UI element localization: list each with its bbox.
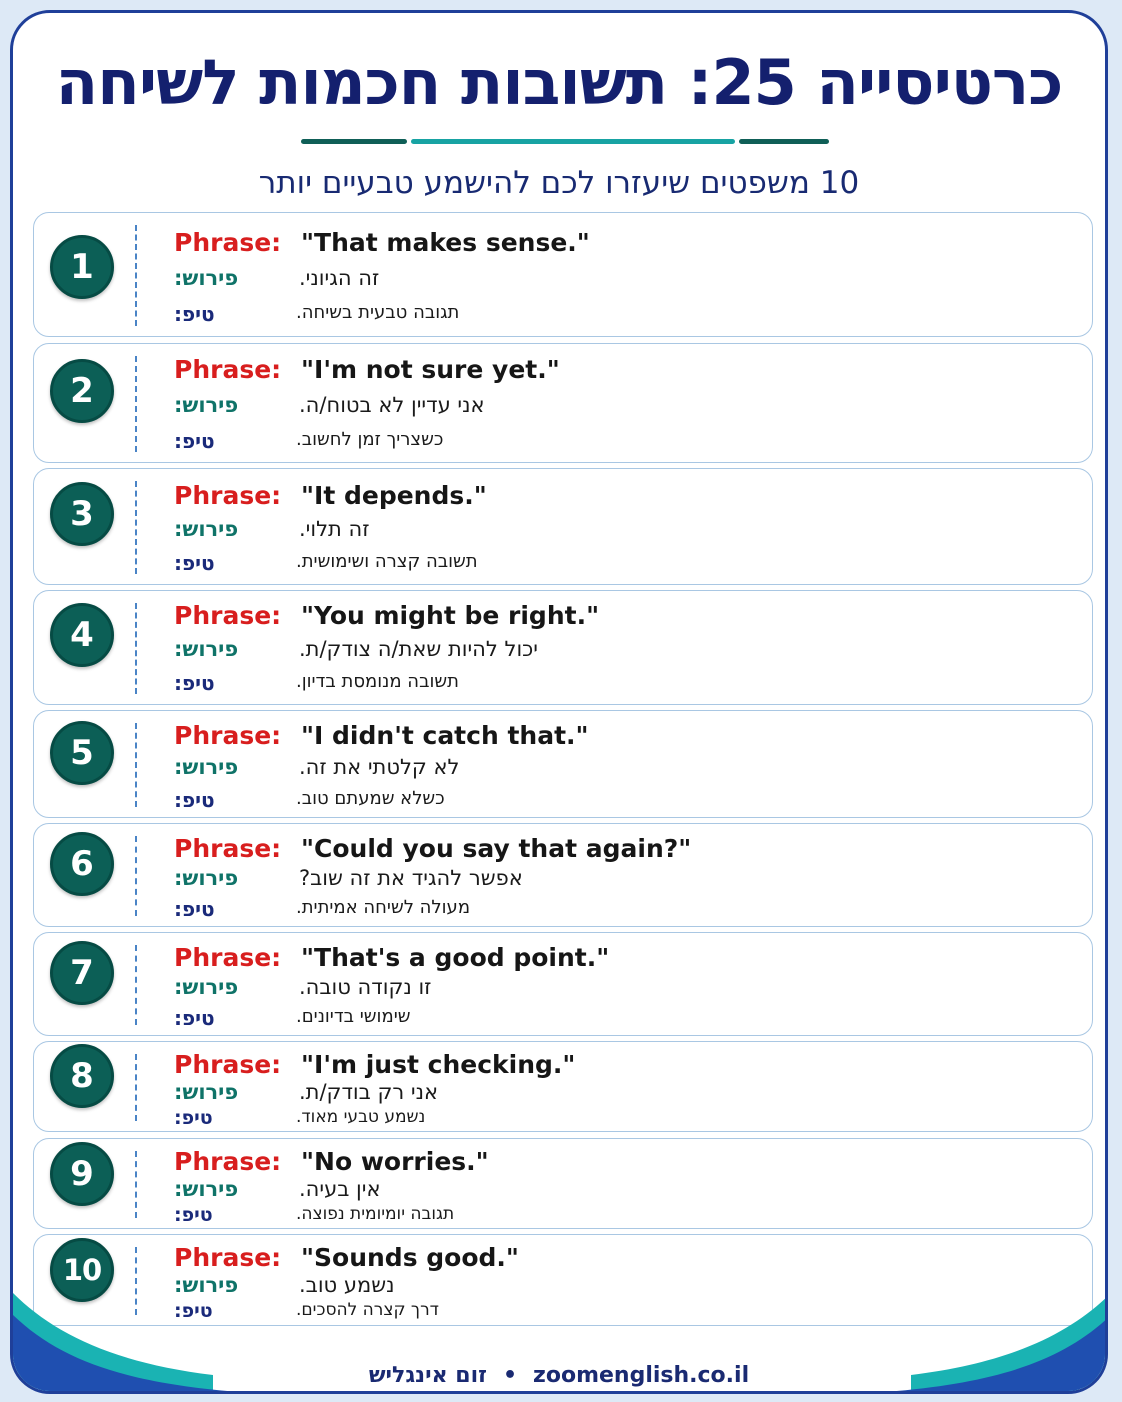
- phrase-text: "No worries.": [301, 1147, 489, 1176]
- phrase-row: [33, 212, 1093, 337]
- perush-text: אני רק בודק/ת.: [299, 1080, 439, 1104]
- tip-text: כשלא שמעתם טוב.: [296, 788, 445, 809]
- phrase-row: [33, 1041, 1093, 1132]
- phrase-row: [33, 710, 1093, 818]
- tip-label: טיפ:: [174, 788, 215, 812]
- tip-text: תגובה יומיומית נפוצה.: [296, 1204, 455, 1224]
- perush-text: לא קלטתי את זה.: [299, 755, 460, 779]
- dashed-separator: [135, 481, 137, 574]
- phrase-text: "Could you say that again?": [301, 834, 692, 863]
- phrase-label: Phrase:: [174, 1243, 282, 1272]
- phrase-row: [33, 932, 1093, 1036]
- number-badge: 1: [50, 235, 114, 299]
- tip-text: שימושי בדיונים.: [296, 1006, 411, 1027]
- perush-text: אפשר להגיד את זה שוב?: [299, 866, 523, 890]
- dashed-separator: [135, 225, 137, 326]
- dashed-separator: [135, 836, 137, 916]
- tip-text: תשובה קצרה ושימושית.: [296, 551, 478, 572]
- number-badge: 2: [50, 359, 114, 423]
- tip-label: טיפ:: [174, 429, 215, 453]
- perush-label: פירוש:: [174, 1273, 239, 1297]
- phrase-text: "That makes sense.": [301, 228, 590, 257]
- perush-label: פירוש:: [174, 393, 239, 417]
- phrase-row: [33, 343, 1093, 463]
- tip-label: טיפ:: [174, 897, 215, 921]
- phrase-label: Phrase:: [174, 228, 282, 257]
- number-badge: 4: [50, 603, 114, 667]
- perush-label: פירוש:: [174, 975, 239, 999]
- phrase-label: Phrase:: [174, 834, 282, 863]
- tip-text: מעולה לשיחה אמיתית.: [296, 897, 471, 918]
- phrase-text: "I didn't catch that.": [301, 721, 589, 750]
- perush-text: זה הגיוני.: [299, 266, 380, 290]
- dashed-separator: [135, 945, 137, 1025]
- phrase-text: "You might be right.": [301, 601, 600, 630]
- dashed-separator: [135, 723, 137, 807]
- tip-label: טיפ:: [174, 302, 215, 326]
- phrase-label: Phrase:: [174, 721, 282, 750]
- number-badge: 9: [50, 1142, 114, 1206]
- number-badge: 6: [50, 832, 114, 896]
- perush-label: פירוש:: [174, 266, 239, 290]
- phrase-label: Phrase:: [174, 481, 282, 510]
- phrase-label: Phrase:: [174, 355, 282, 384]
- tip-label: טיפ:: [174, 551, 215, 575]
- number-badge: 7: [50, 941, 114, 1005]
- perush-label: פירוש:: [174, 637, 239, 661]
- phrase-row: [33, 590, 1093, 705]
- tip-label: טיפ:: [174, 1006, 215, 1030]
- perush-label: פירוש:: [174, 1177, 239, 1201]
- perush-text: אין בעיה.: [299, 1177, 381, 1201]
- page-subtitle: 10 משפטים שיעזרו לכם להישמע טבעיים יותר: [258, 165, 860, 201]
- number-badge: 3: [50, 482, 114, 546]
- phrase-row: [33, 1138, 1093, 1229]
- footer: [13, 1363, 1105, 1389]
- number-badge: 5: [50, 721, 114, 785]
- perush-label: פירוש:: [174, 1080, 239, 1104]
- tip-text: דרך קצרה להסכים.: [296, 1300, 439, 1320]
- phrase-row: [33, 823, 1093, 927]
- perush-label: פירוש:: [174, 517, 239, 541]
- perush-text: אני עדיין לא בטוח/ה.: [299, 393, 485, 417]
- phrase-row: [33, 468, 1093, 585]
- dashed-separator: [135, 1151, 137, 1218]
- phrase-label: Phrase:: [174, 943, 282, 972]
- perush-text: זה תלוי.: [299, 517, 370, 541]
- dashed-separator: [135, 356, 137, 452]
- footer-separator: •: [502, 1363, 518, 1388]
- phrase-label: Phrase:: [174, 601, 282, 630]
- tip-label: טיפ:: [174, 1107, 213, 1129]
- perush-text: זו נקודה טובה.: [299, 975, 432, 999]
- phrase-text: "That's a good point.": [301, 943, 610, 972]
- footer-website-link[interactable]: zoomenglish.co.il: [533, 1363, 750, 1388]
- tip-text: כשצריך זמן לחשוב.: [296, 429, 444, 450]
- phrase-label: Phrase:: [174, 1147, 282, 1176]
- tip-label: טיפ:: [174, 1204, 213, 1226]
- title-divider-left: [301, 139, 407, 144]
- page-title: כרטיסייה 25: תשובות חכמות לשיחה: [55, 46, 1063, 119]
- tip-label: טיפ:: [174, 1300, 213, 1322]
- tip-text: תשובה מנומסת בדיון.: [296, 671, 459, 692]
- perush-label: פירוש:: [174, 755, 239, 779]
- title-divider-center: [411, 139, 735, 144]
- dashed-separator: [135, 603, 137, 694]
- tip-label: טיפ:: [174, 671, 215, 695]
- number-badge: 8: [50, 1044, 114, 1108]
- perush-label: פירוש:: [174, 866, 239, 890]
- tip-text: תגובה טבעית בשיחה.: [296, 302, 460, 323]
- flashcard: [10, 10, 1108, 1394]
- perush-text: יכול להיות שאת/ה צודק/ת.: [299, 637, 538, 661]
- tip-text: נשמע טבעי מאוד.: [296, 1107, 426, 1127]
- number-badge: 10: [50, 1238, 114, 1302]
- phrase-label: Phrase:: [174, 1050, 282, 1079]
- footer-brand: זום אינגליש: [368, 1363, 487, 1388]
- perush-text: נשמע טוב.: [299, 1273, 395, 1297]
- phrase-text: "Sounds good.": [301, 1243, 519, 1272]
- title-divider-right: [739, 139, 829, 144]
- phrase-text: "It depends.": [301, 481, 487, 510]
- phrase-text: "I'm just checking.": [301, 1050, 576, 1079]
- phrase-text: "I'm not sure yet.": [301, 355, 560, 384]
- dashed-separator: [135, 1054, 137, 1121]
